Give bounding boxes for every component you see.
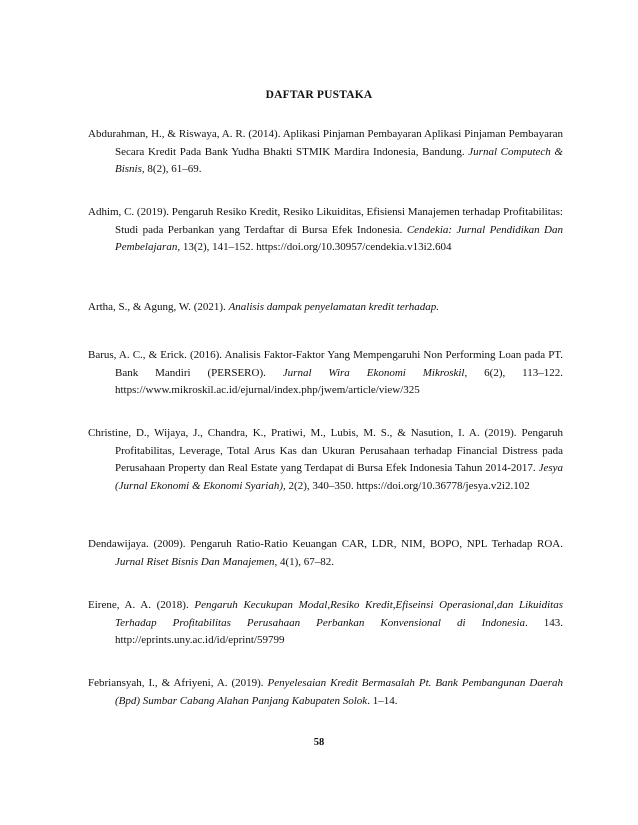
reference-entry (88, 597, 563, 650)
reference-text: Adhim, C. (2019). Pengaruh Resiko Kredit, Resiko Likuiditas, Efisiensi Manajemen terhadap Profitabilitas: Studi pada Perbankan yang Terdaftar di Bursa Efek Indonesia. (88, 206, 563, 236)
reference-journal: Jesya (Jurnal Ekonomi & Ekonomi Syariah) (115, 462, 563, 492)
reference-text: Dendawijaya. (2009). Pengaruh Ratio-Ratio Keuangan CAR, LDR, NIM, BOPO, NPL Terhadap ROA. (88, 538, 563, 550)
reference-journal: Analisis dampak penyelamatan kredit terhadap. (228, 301, 440, 313)
reference-text: Abdurahman, H., & Riswaya, A. R. (2014). Aplikasi Pinjaman Pembayaran Aplikasi Pinjaman Pembayaran Secara Kredit Pada Bank Yudha Bhakti STMIK Mardira Indonesia, Bandung. (88, 128, 563, 158)
reference-details: , 13(2), 141–152. https://doi.org/10.30957/cendekia.v13i2.604 (177, 241, 452, 253)
reference-entry (88, 536, 563, 571)
reference-entry (88, 347, 563, 400)
reference-details: . 1–14. (367, 694, 398, 707)
reference-text: Febriansyah, I., & Afriyeni, A. (2019). (88, 677, 268, 689)
reference-journal: Jurnal Riset Bisnis Dan Manajemen (115, 555, 275, 568)
reference-text: Artha, S., & Agung, W. (2021). (88, 301, 229, 313)
reference-entry (88, 126, 563, 179)
reference-journal: Penyelesaian Kredit Bermasalah Pt. Bank Pembangunan Daerah (Bpd) Sumbar Cabang Alahan Panjang Kabupaten Solok (115, 677, 563, 707)
reference-entry (88, 675, 563, 710)
reference-journal: Cendekia: Jurnal Pendidikan Dan Pembelajaran (115, 223, 564, 253)
reference-text: Eirene, A. A. (2018). (88, 599, 195, 611)
reference-journal: Jurnal Wira Ekonomi Mikroskil (282, 366, 465, 379)
reference-entry (88, 425, 563, 495)
reference-journal: Jurnal Computech & Bisnis (115, 145, 563, 175)
page-number: 58 (313, 737, 325, 748)
reference-details: . 143. http://eprints.uny.ac.id/id/eprint/59799 (115, 616, 564, 646)
reference-details: , 4(1), 67–82. (274, 555, 335, 568)
reference-journal: Pengaruh Kecukupan Modal,Resiko Kredit,Efiseinsi Operasional,dan Likuiditas Terhadap Profitabilitas Perusahaan Perbankan Konvensional di Indonesia (115, 599, 563, 629)
reference-details: , 2(2), 340–350. https://doi.org/10.36778/jesya.v2i2.102 (283, 479, 530, 492)
reference-text: Barus, A. C., & Erick. (2016). Analisis Faktor-Faktor Yang Mempengaruhi Non Performing Loan pada PT. Bank Mandiri (PERSERO). (88, 349, 563, 379)
reference-entry (88, 204, 563, 257)
reference-details: , 8(2), 61–69. (141, 163, 202, 175)
page-title: DAFTAR PUSTAKA (265, 89, 373, 101)
reference-text: Christine, D., Wijaya, J., Chandra, K., Pratiwi, M., Lubis, M. S., & Nasution, I. A. (2019). Pengaruh Profitabilitas, Leverage, Total Arus Kas dan Ukuran Perusahaan terhadap Financial Distress pada Perusahaan Property dan Real Estate yang Terdapat di Bursa Efek Indonesia Tahun 2014-2017. (88, 427, 563, 474)
reference-details: , 6(2), 113–122. https://www.mikroskil.ac.id/ejurnal/index.php/jwem/article/view/325 (115, 366, 563, 396)
reference-entry (88, 299, 563, 317)
